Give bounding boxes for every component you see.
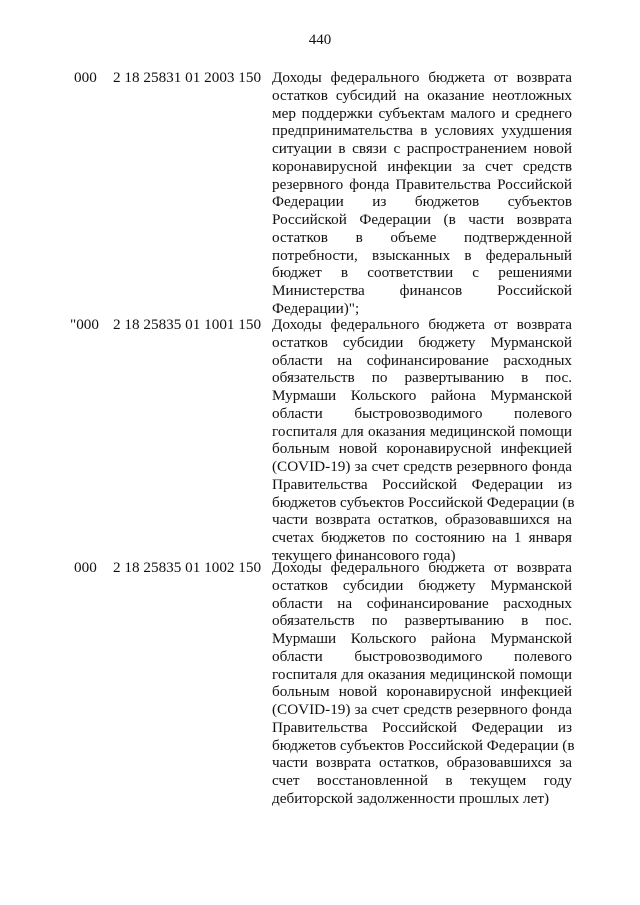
description-line: Мурмаши Кольского района Мурманской (272, 387, 572, 404)
description-line: области на софинансирование расходных (272, 351, 572, 369)
description-line: счетах бюджетов по состоянию на 1 января (272, 529, 572, 546)
description-line: бюджет в соответствии с решениями (272, 264, 572, 282)
description-line: резервного фонда Правительства Российской (272, 175, 572, 193)
description-line: Мурмаши Кольского района Мурманской (272, 630, 572, 647)
description-line: (COVID-19) за счет средств резервного фонда (272, 458, 572, 475)
description-line: остатков субсидий на оказание неотложных (272, 86, 572, 104)
classification-code: 2 18 25835 01 1002 150 (113, 559, 262, 576)
description-line: Правительства Российской Федерации из (272, 475, 572, 493)
description-line: текущего финансового года) (272, 546, 456, 564)
entry-description (272, 559, 575, 808)
description-line: бюджетов субъектов Российской Федерации (в (272, 736, 575, 754)
description-line: области на софинансирование расходных (272, 594, 572, 612)
admin-code: "000 (70, 316, 99, 333)
admin-code: 000 (74, 69, 97, 86)
description-line: мер поддержки субъектам малого и среднего (272, 104, 572, 122)
classification-code: 2 18 25835 01 1001 150 (113, 316, 262, 333)
description-line: остатков субсидии бюджету Мурманской (272, 576, 572, 594)
description-line: госпиталя для оказания медицинской помощи (272, 665, 572, 683)
description-line: Доходы федерального бюджета от возврата (272, 316, 572, 333)
description-line: счет восстановленной в текущем году (272, 772, 572, 789)
description-line: остатков субсидии бюджету Мурманской (272, 333, 572, 351)
description-line: Правительства Российской Федерации из (272, 718, 572, 736)
description-line: остатков в объеме подтвержденной (272, 228, 572, 246)
description-line: Доходы федерального бюджета от возврата (272, 559, 572, 576)
description-line: Доходы федерального бюджета от возврата (272, 69, 572, 86)
description-line: больным новой коронавирусной инфекцией (272, 440, 572, 458)
description-line: Федерации)"; (272, 299, 360, 317)
description-line: дебиторской задолженности прошлых лет) (272, 789, 550, 807)
description-line: Министерства финансов Российской (272, 282, 572, 299)
description-line: Российской Федерации (в части возврата (272, 211, 572, 228)
description-line: предпринимательства в условиях ухудшения (272, 122, 572, 140)
admin-code: 000 (74, 559, 97, 576)
description-line: обязательств по развертыванию в пос. (272, 369, 572, 387)
description-line: области быстровозводимого полевого (272, 647, 572, 665)
description-line: больным новой коронавирусной инфекцией (272, 683, 572, 701)
entry-description (272, 69, 572, 318)
description-line: части возврата остатков, образовавшихся на (272, 511, 572, 529)
classification-code: 2 18 25831 01 2003 150 (113, 69, 262, 86)
description-line: обязательств по развертыванию в пос. (272, 612, 572, 630)
entry-description (272, 316, 575, 565)
description-line: потребности, взысканных в федеральный (272, 246, 572, 264)
description-line: коронавирусной инфекции за счет средств (272, 157, 572, 175)
description-line: области быстровозводимого полевого (272, 404, 572, 422)
page-number: 440 (308, 32, 332, 48)
description-line: (COVID-19) за счет средств резервного фонда (272, 701, 572, 718)
description-line: ситуации в связи с распространением новой (272, 140, 572, 157)
description-line: части возврата остатков, образовавшихся за (272, 754, 572, 772)
description-line: госпиталя для оказания медицинской помощи (272, 422, 572, 440)
description-line: бюджетов субъектов Российской Федерации (в (272, 493, 575, 511)
description-line: Федерации из бюджетов субъектов (272, 193, 572, 211)
